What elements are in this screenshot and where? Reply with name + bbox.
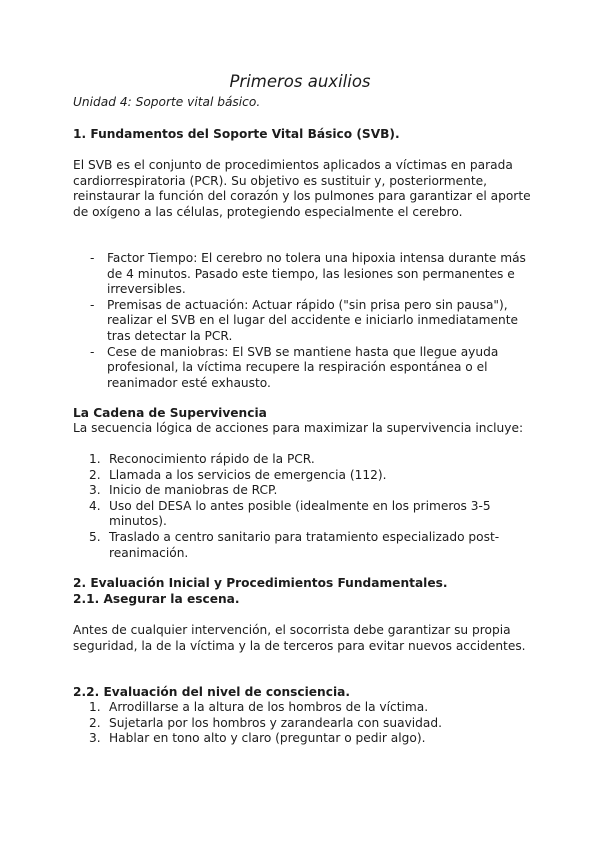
bullet-text: Cese de maniobras: El SVB se mantiene hasta que llegue ayuda profesional, la víctima recupere la respiración espontánea o el reanimador esté exhausto. [107,344,499,390]
cadena-heading: La Cadena de Supervivencia [73,406,267,420]
list-text: Traslado a centro sanitario para tratamiento especializado post-reanimación. [109,529,500,560]
section1-bullet-list [73,251,533,391]
section1-heading: 1. Fundamentos del Soporte Vital Básico (SVB). [73,127,400,141]
list-text: Reconocimiento rápido de la PCR. [109,452,315,466]
list-number: 2. [89,715,101,730]
bullet-text: Premisas de actuación: Actuar rápido ("sin prisa pero sin pausa"), realizar el SVB en el lugar del accidente e iniciarlo inmediatamente tras detectar la PCR. [107,297,519,343]
section1-paragraph: El SVB es el conjunto de procedimientos aplicados a víctimas en parada cardiorrespiratoria (PCR). Su objetivo es sustituir y, posteriormente, reinstaurar la función del corazón y los pulmones para garantizar el aporte de oxígeno a las células, protegiendo especialmente el cerebro. [73,158,531,219]
list-item [73,345,533,392]
list-number: 1. [89,452,101,466]
list-item [73,468,533,484]
subsection-2-1-heading: 2.1. Asegurar la escena. [73,592,240,606]
list-number: 4. [89,498,101,513]
list-number: 3. [89,483,101,498]
subsection-2-1-paragraph: Antes de cualquier intervención, el socorrista debe garantizar su propia seguridad, la de la víctima y la de terceros para evitar nuevos accidentes. [73,623,526,653]
list-item [73,251,533,298]
list-item [73,716,533,732]
list-item [73,700,533,716]
list-item [73,731,533,747]
unit-subtitle: Unidad 4: Soporte vital básico. [73,95,261,109]
bullet-text: Factor Tiempo: El cerebro no tolera una hipoxia intensa durante más de 4 minutos. Pasado este tiempo, las lesiones son permanentes e irreversibles. [107,251,526,297]
list-item [73,530,533,561]
consciousness-steps-list [73,700,533,747]
list-text: Sujetarla por los hombros y zarandearla con suavidad. [109,715,442,730]
list-text: Uso del DESA lo antes posible (idealmente en los primeros 3-5 minutos). [109,498,491,529]
list-text: Inicio de maniobras de RCP. [109,483,278,498]
cadena-list [73,452,533,561]
subsection-2-2-heading: 2.2. Evaluación del nivel de consciencia. [73,685,350,699]
bullet-marker: - [90,251,95,265]
list-text: Arrodillarse a la altura de los hombros de la víctima. [109,700,429,714]
bullet-marker: - [90,344,95,359]
list-item [73,483,533,499]
document-title: Primeros auxilios [229,72,371,91]
list-item [73,452,533,468]
bullet-marker: - [90,297,95,312]
list-text: Llamada a los servicios de emergencia (112). [109,467,387,482]
list-number: 3. [89,731,101,746]
cadena-intro: La secuencia lógica de acciones para maximizar la supervivencia incluye: [73,421,524,435]
list-text: Hablar en tono alto y claro (preguntar o pedir algo). [109,731,426,746]
list-item [73,298,533,345]
section2-heading: 2. Evaluación Inicial y Procedimientos Fundamentales. [73,576,448,590]
list-item [73,499,533,530]
list-number: 1. [89,700,101,714]
list-number: 2. [89,467,101,482]
list-number: 5. [89,529,101,544]
